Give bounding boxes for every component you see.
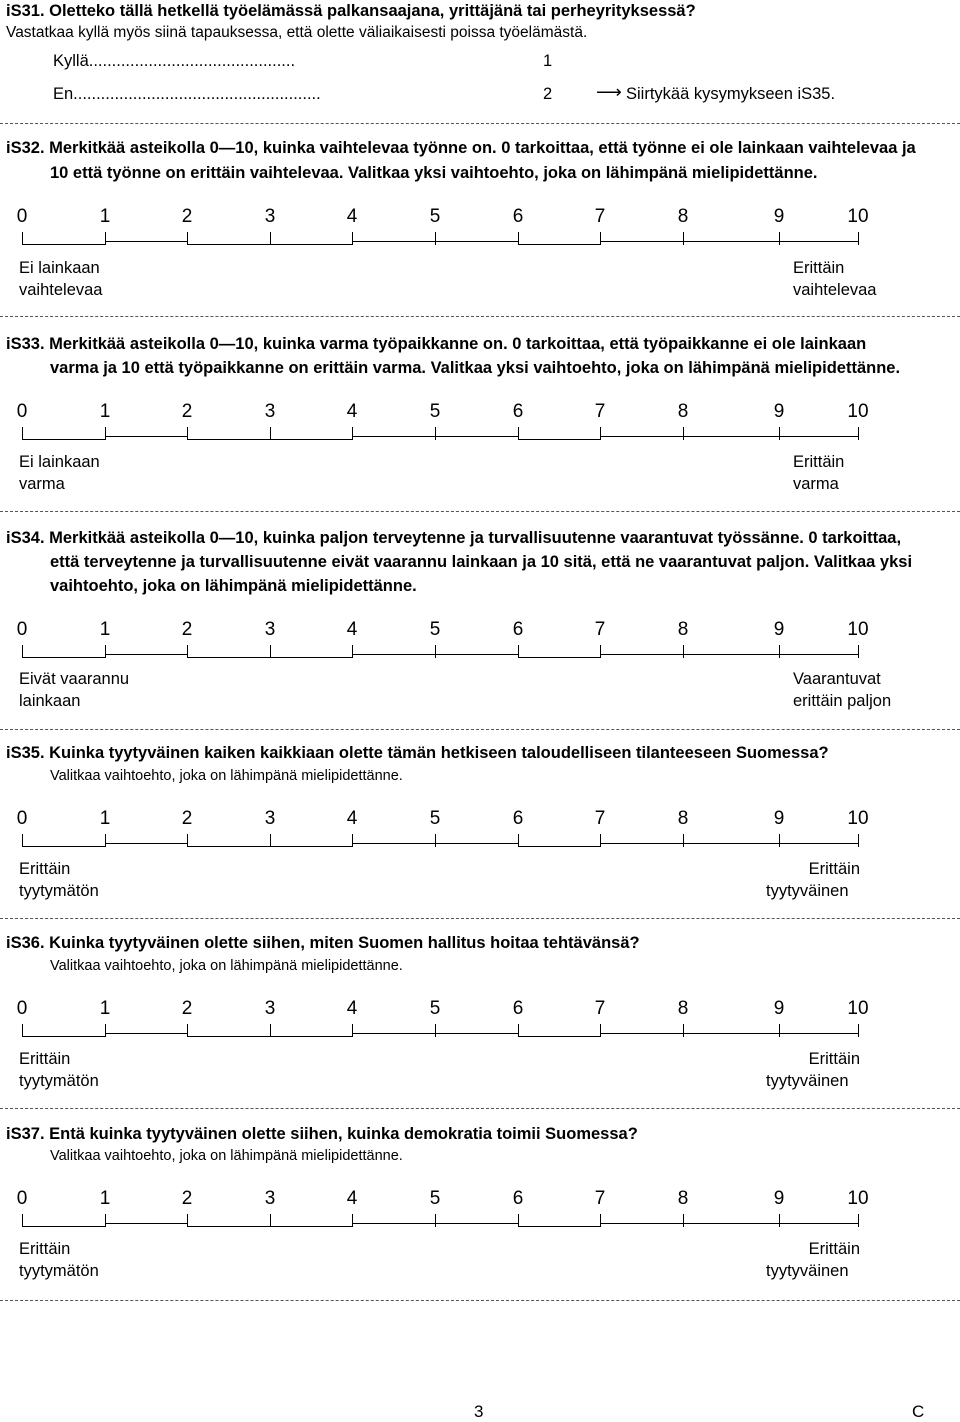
scale-baseline	[105, 1223, 187, 1224]
scale-baseline	[779, 436, 858, 437]
scale-left-anchor-line2: lainkaan	[19, 692, 81, 710]
scale-baseline	[518, 846, 600, 847]
scale-tick[interactable]	[105, 427, 106, 440]
scale-tick[interactable]	[779, 645, 780, 658]
scale-number-0[interactable]: 0	[16, 206, 28, 227]
scale-number-10[interactable]: 10	[847, 998, 869, 1019]
scale-tick[interactable]	[600, 232, 601, 245]
scale-number-2[interactable]: 2	[181, 619, 193, 640]
scale-baseline	[105, 654, 187, 655]
scale-number-2[interactable]: 2	[181, 206, 193, 227]
scale-left-anchor-line2: tyytymätön	[19, 882, 99, 900]
scale-baseline	[779, 241, 858, 242]
question-is31-subtitle: Vastatkaa kyllä myös siinä tapauksessa, että olette väliaikaisesti poissa työelämästä.	[6, 24, 588, 41]
scale-number-9[interactable]: 9	[773, 401, 785, 422]
scale-number-8[interactable]: 8	[677, 998, 689, 1019]
scale-tick[interactable]	[435, 427, 436, 440]
scale-baseline	[352, 654, 435, 655]
scale-number-5[interactable]: 5	[429, 206, 441, 227]
scale-baseline	[600, 1033, 683, 1034]
scale-right-anchor-line1: Erittäin	[808, 860, 860, 878]
scale-baseline	[22, 439, 105, 440]
scale-number-9[interactable]: 9	[773, 808, 785, 829]
scale-baseline	[779, 843, 858, 844]
scale-tick[interactable]	[683, 645, 684, 658]
scale-right-anchor-line1: Erittäin	[808, 1050, 860, 1068]
scale-baseline	[105, 241, 187, 242]
scale-baseline	[352, 436, 435, 437]
scale-left-anchor-line1: Ei lainkaan	[19, 453, 100, 471]
scale-baseline	[270, 439, 352, 440]
scale-number-5[interactable]: 5	[429, 1188, 441, 1209]
scale-baseline	[270, 1036, 352, 1037]
scale-number-3[interactable]: 3	[264, 998, 276, 1019]
question-is37-line1: iS37. Entä kuinka tyytyväinen olette siihen, kuinka demokratia toimii Suomessa?	[6, 1125, 638, 1143]
section-divider	[0, 511, 960, 512]
scale-tick[interactable]	[858, 1214, 859, 1227]
scale-baseline	[779, 1033, 858, 1034]
scale-number-7[interactable]: 7	[594, 401, 606, 422]
scale-left-anchor-line1: Ei lainkaan	[19, 259, 100, 277]
scale-left-anchor-line1: Erittäin	[19, 1240, 71, 1258]
scale-tick[interactable]	[105, 232, 106, 245]
scale-number-3[interactable]: 3	[264, 401, 276, 422]
scale-tick[interactable]	[352, 427, 353, 440]
scale-baseline	[105, 843, 187, 844]
scale-tick[interactable]	[105, 1024, 106, 1037]
scale-baseline	[600, 654, 683, 655]
scale-tick[interactable]	[779, 427, 780, 440]
question-is33-line1: iS33. Merkitkää asteikolla 0—10, kuinka varma työpaikkanne on. 0 tarkoittaa, että työpaikkanne ei ole lainkaan	[6, 335, 867, 353]
question-is31-title: iS31. Oletteko tällä hetkellä työelämässä palkansaajana, yrittäjänä tai perheyrityksessä?	[6, 2, 696, 20]
scale-baseline	[683, 241, 779, 242]
scale-baseline	[435, 436, 518, 437]
scale-tick[interactable]	[858, 1024, 859, 1037]
scale-left-anchor-line1: Erittäin	[19, 1050, 71, 1068]
scale-tick[interactable]	[352, 232, 353, 245]
scale-tick[interactable]	[352, 1024, 353, 1037]
question-is33-line2: varma ja 10 että työpaikkanne on erittäin varma. Valitkaa yksi vaihtoehto, joka on lähimpänä mielipidettänne.	[50, 359, 901, 377]
option-en-label[interactable]: En......................................................	[53, 85, 321, 103]
scale-tick[interactable]	[105, 834, 106, 847]
question-is34-line3: vaihtoehto, joka on lähimpänä mielipidettänne.	[50, 577, 417, 595]
question-is32-line1: iS32. Merkitkää asteikolla 0—10, kuinka vaihtelevaa työnne on. 0 tarkoittaa, että työnne ei ole lainkaan vaihtelevaa ja	[6, 139, 916, 157]
scale-tick[interactable]	[105, 1214, 106, 1227]
scale-baseline	[22, 1036, 105, 1037]
question-is37-instruction: Valitkaa vaihtoehto, joka on lähimpänä mielipidettänne.	[50, 1148, 403, 1164]
scale-tick[interactable]	[105, 645, 106, 658]
scale-number-7[interactable]: 7	[594, 206, 606, 227]
scale-baseline	[600, 1223, 683, 1224]
scale-left-anchor-line1: Eivät vaarannu	[19, 670, 130, 688]
scale-tick[interactable]	[352, 645, 353, 658]
scale-baseline	[22, 657, 105, 658]
scale-number-5[interactable]: 5	[429, 808, 441, 829]
question-is35-line1: iS35. Kuinka tyytyväinen kaiken kaikkiaan olette tämän hetkiseen taloudelliseen tilanteeseen Suomessa?	[6, 744, 829, 762]
scale-tick[interactable]	[779, 232, 780, 245]
scale-right-anchor-line1: Vaarantuvat	[793, 670, 881, 688]
scale-number-4[interactable]: 4	[346, 619, 358, 640]
scale-tick[interactable]	[435, 232, 436, 245]
scale-baseline	[22, 244, 105, 245]
scale-baseline	[352, 843, 435, 844]
scale-baseline	[683, 654, 779, 655]
scale-tick[interactable]	[600, 834, 601, 847]
scale-tick[interactable]	[683, 427, 684, 440]
scale-number-6[interactable]: 6	[512, 998, 524, 1019]
scale-number-9[interactable]: 9	[773, 206, 785, 227]
scale-number-3[interactable]: 3	[264, 206, 276, 227]
scale-tick[interactable]	[683, 834, 684, 847]
section-divider	[0, 1108, 960, 1109]
scale-baseline	[105, 1033, 187, 1034]
scale-number-0[interactable]: 0	[16, 401, 28, 422]
scale-baseline	[270, 846, 352, 847]
scale-baseline	[270, 244, 352, 245]
scale-baseline	[779, 1223, 858, 1224]
scale-tick[interactable]	[435, 1024, 436, 1037]
scale-baseline	[683, 436, 779, 437]
scale-number-7[interactable]: 7	[594, 808, 606, 829]
section-divider	[0, 729, 960, 730]
scale-baseline	[270, 657, 352, 658]
scale-number-4[interactable]: 4	[346, 401, 358, 422]
option-kylla-code[interactable]: 1	[543, 52, 553, 70]
scale-number-0[interactable]: 0	[16, 619, 28, 640]
scale-number-1[interactable]: 1	[99, 401, 111, 422]
scale-baseline	[270, 1226, 352, 1227]
scale-number-1[interactable]: 1	[99, 619, 111, 640]
scale-tick[interactable]	[352, 1214, 353, 1227]
scale-tick[interactable]	[683, 1024, 684, 1037]
scale-number-6[interactable]: 6	[512, 401, 524, 422]
scale-baseline	[352, 241, 435, 242]
scale-number-4[interactable]: 4	[346, 808, 358, 829]
scale-baseline	[518, 1036, 600, 1037]
option-en-code[interactable]: 2	[543, 85, 553, 103]
scale-baseline	[435, 654, 518, 655]
scale-number-7[interactable]: 7	[594, 998, 606, 1019]
scale-baseline	[352, 1223, 435, 1224]
scale-baseline	[187, 244, 270, 245]
scale-number-9[interactable]: 9	[773, 619, 785, 640]
scale-baseline	[187, 1226, 270, 1227]
scale-number-3[interactable]: 3	[264, 619, 276, 640]
scale-right-anchor-line2: tyytyväinen	[766, 1072, 849, 1090]
scale-number-4[interactable]: 4	[346, 998, 358, 1019]
scale-baseline	[435, 843, 518, 844]
scale-number-10[interactable]: 10	[847, 808, 869, 829]
scale-baseline	[435, 1033, 518, 1034]
scale-tick[interactable]	[600, 1214, 601, 1227]
scale-right-anchor-line1: Erittäin	[793, 259, 845, 277]
scale-baseline	[683, 1223, 779, 1224]
question-is34-line1: iS34. Merkitkää asteikolla 0—10, kuinka paljon terveytenne ja turvallisuutenne vaarantuvat työssänne. 0 tarkoittaa,	[6, 529, 902, 547]
scale-number-2[interactable]: 2	[181, 1188, 193, 1209]
scale-left-anchor-line2: tyytymätön	[19, 1072, 99, 1090]
scale-baseline	[105, 436, 187, 437]
scale-baseline	[187, 846, 270, 847]
scale-number-10[interactable]: 10	[847, 1188, 869, 1209]
scale-right-anchor-line2: tyytyväinen	[766, 1262, 849, 1280]
scale-tick[interactable]	[352, 834, 353, 847]
scale-baseline	[600, 241, 683, 242]
scale-number-0[interactable]: 0	[16, 998, 28, 1019]
scale-number-2[interactable]: 2	[181, 808, 193, 829]
scale-left-anchor-line1: Erittäin	[19, 860, 71, 878]
scale-number-2[interactable]: 2	[181, 401, 193, 422]
scale-number-3[interactable]: 3	[264, 1188, 276, 1209]
scale-tick[interactable]	[779, 834, 780, 847]
scale-baseline	[435, 241, 518, 242]
scale-number-6[interactable]: 6	[512, 206, 524, 227]
scale-number-0[interactable]: 0	[16, 1188, 28, 1209]
scale-right-anchor-line1: Erittäin	[793, 453, 845, 471]
scale-tick[interactable]	[600, 427, 601, 440]
scale-tick[interactable]	[779, 1214, 780, 1227]
scale-baseline	[435, 1223, 518, 1224]
scale-baseline	[22, 1226, 105, 1227]
scale-baseline	[518, 244, 600, 245]
scale-number-1[interactable]: 1	[99, 998, 111, 1019]
scale-number-8[interactable]: 8	[677, 808, 689, 829]
scale-right-anchor-line2: tyytyväinen	[766, 882, 849, 900]
scale-baseline	[187, 1036, 270, 1037]
arrow-right-icon: ⟶	[596, 82, 622, 102]
scale-number-8[interactable]: 8	[677, 619, 689, 640]
scale-baseline	[22, 846, 105, 847]
section-divider	[0, 918, 960, 919]
scale-tick[interactable]	[683, 232, 684, 245]
question-is32-line2: 10 että työnne on erittäin vaihtelevaa. Valitkaa yksi vaihtoehto, joka on lähimpänä mielipidettänne.	[50, 164, 818, 182]
question-is34-line2: että terveytenne ja turvallisuutenne eivät vaarannu lainkaan ja 10 sitä, että ne vaarantuvat paljon. Valitkaa yksi	[50, 553, 913, 571]
scale-tick[interactable]	[435, 645, 436, 658]
scale-number-1[interactable]: 1	[99, 1188, 111, 1209]
scale-baseline	[600, 436, 683, 437]
scale-right-anchor-line2: vaihtelevaa	[793, 281, 877, 299]
question-is36-instruction: Valitkaa vaihtoehto, joka on lähimpänä mielipidettänne.	[50, 958, 403, 974]
scale-tick[interactable]	[779, 1024, 780, 1037]
section-divider	[0, 1300, 960, 1301]
page-number: 3	[474, 1402, 484, 1421]
scale-number-5[interactable]: 5	[429, 619, 441, 640]
scale-tick[interactable]	[435, 834, 436, 847]
scale-tick[interactable]	[858, 645, 859, 658]
scale-number-10[interactable]: 10	[847, 206, 869, 227]
section-divider	[0, 316, 960, 317]
scale-number-7[interactable]: 7	[594, 619, 606, 640]
skip-instruction: Siirtykää kysymykseen iS35.	[626, 85, 836, 103]
scale-number-5[interactable]: 5	[429, 998, 441, 1019]
scale-number-8[interactable]: 8	[677, 206, 689, 227]
form-code: C	[912, 1402, 925, 1421]
scale-right-anchor-line2: erittäin paljon	[793, 692, 892, 710]
scale-baseline	[683, 1033, 779, 1034]
scale-baseline	[187, 657, 270, 658]
scale-number-9[interactable]: 9	[773, 1188, 785, 1209]
scale-tick[interactable]	[600, 1024, 601, 1037]
scale-number-7[interactable]: 7	[594, 1188, 606, 1209]
scale-tick[interactable]	[600, 645, 601, 658]
scale-number-10[interactable]: 10	[847, 619, 869, 640]
scale-number-1[interactable]: 1	[99, 206, 111, 227]
scale-tick[interactable]	[435, 1214, 436, 1227]
scale-right-anchor-line1: Erittäin	[808, 1240, 860, 1258]
scale-baseline	[518, 1226, 600, 1227]
scale-left-anchor-line2: vaihtelevaa	[19, 281, 103, 299]
scale-baseline	[352, 1033, 435, 1034]
scale-number-1[interactable]: 1	[99, 808, 111, 829]
scale-tick[interactable]	[858, 834, 859, 847]
scale-number-4[interactable]: 4	[346, 1188, 358, 1209]
option-kylla-label[interactable]: Kyllä.............................................	[53, 52, 296, 70]
scale-number-6[interactable]: 6	[512, 808, 524, 829]
question-is35-instruction: Valitkaa vaihtoehto, joka on lähimpänä mielipidettänne.	[50, 768, 403, 784]
question-is36-line1: iS36. Kuinka tyytyväinen olette siihen, miten Suomen hallitus hoitaa tehtävänsä?	[6, 934, 640, 952]
scale-number-0[interactable]: 0	[16, 808, 28, 829]
scale-number-4[interactable]: 4	[346, 206, 358, 227]
scale-tick[interactable]	[858, 427, 859, 440]
section-divider	[0, 123, 960, 124]
scale-number-2[interactable]: 2	[181, 998, 193, 1019]
scale-baseline	[600, 843, 683, 844]
scale-left-anchor-line2: varma	[19, 475, 65, 493]
scale-number-6[interactable]: 6	[512, 1188, 524, 1209]
scale-number-6[interactable]: 6	[512, 619, 524, 640]
scale-tick[interactable]	[683, 1214, 684, 1227]
scale-tick[interactable]	[858, 232, 859, 245]
scale-number-5[interactable]: 5	[429, 401, 441, 422]
scale-baseline	[187, 439, 270, 440]
scale-number-10[interactable]: 10	[847, 401, 869, 422]
scale-right-anchor-line2: varma	[793, 475, 839, 493]
scale-baseline	[518, 657, 600, 658]
scale-left-anchor-line2: tyytymätön	[19, 1262, 99, 1280]
scale-baseline	[779, 654, 858, 655]
scale-baseline	[518, 439, 600, 440]
scale-number-8[interactable]: 8	[677, 401, 689, 422]
scale-number-3[interactable]: 3	[264, 808, 276, 829]
scale-baseline	[683, 843, 779, 844]
scale-number-9[interactable]: 9	[773, 998, 785, 1019]
scale-number-8[interactable]: 8	[677, 1188, 689, 1209]
